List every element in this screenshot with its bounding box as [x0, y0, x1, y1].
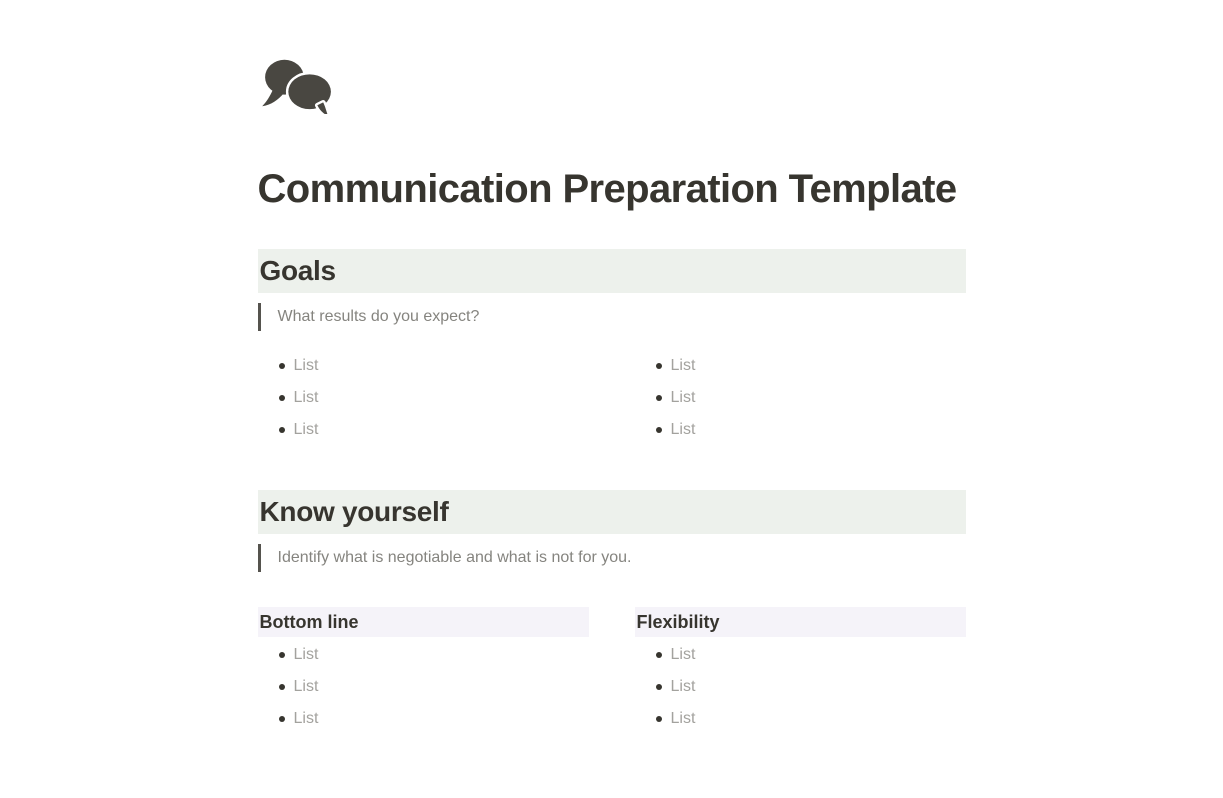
bullet-dot: [279, 684, 285, 690]
bullet-dot: [656, 427, 662, 433]
goals-list-left: [258, 350, 589, 446]
list-item[interactable]: [635, 382, 966, 414]
list-item[interactable]: [258, 639, 589, 671]
speech-bubbles-icon: [258, 54, 338, 114]
quote-border: [258, 303, 261, 331]
list-item-text: List: [670, 710, 696, 727]
bullet-dot: [656, 395, 662, 401]
page-icon[interactable]: [258, 54, 338, 112]
list-item[interactable]: [258, 382, 589, 414]
quote-goals[interactable]: [258, 303, 966, 331]
subheading-bottom-line[interactable]: [258, 607, 589, 637]
list-item-text: List: [670, 646, 696, 663]
list-item-text: List: [670, 678, 696, 695]
list-item[interactable]: [258, 703, 589, 735]
flexibility-list: [635, 639, 966, 735]
list-item[interactable]: [258, 350, 589, 382]
bullet-dot: [279, 427, 285, 433]
quote-goals-text: What results do you expect?: [277, 308, 480, 325]
list-item-text: List: [670, 389, 696, 406]
know-yourself-columns: [258, 607, 966, 735]
bullet-dot: [656, 716, 662, 722]
goals-list-right: [635, 350, 966, 446]
list-item[interactable]: [258, 414, 589, 446]
list-item-text: List: [670, 357, 696, 374]
heading-know-yourself[interactable]: [258, 490, 966, 534]
quote-know-yourself[interactable]: [258, 544, 966, 572]
list-item-text: List: [293, 389, 319, 406]
list-item[interactable]: [635, 350, 966, 382]
quote-border: [258, 544, 261, 572]
quote-know-yourself-text: Identify what is negotiable and what is not for you.: [277, 549, 632, 566]
list-item[interactable]: [635, 671, 966, 703]
list-item-text: List: [670, 421, 696, 438]
column-bottom-line: [258, 607, 589, 735]
notion-page: [258, 0, 966, 735]
heading-goals-label: Goals: [259, 255, 336, 286]
list-item-text: List: [293, 357, 319, 374]
list-item-text: List: [293, 646, 319, 663]
list-item[interactable]: [258, 671, 589, 703]
goals-columns: [258, 350, 966, 446]
page-title[interactable]: Communication Preparation Template: [257, 167, 957, 211]
bullet-dot: [279, 652, 285, 658]
subheading-flexibility[interactable]: [635, 607, 966, 637]
subheading-flexibility-label: Flexibility: [636, 611, 720, 632]
subheading-bottom-line-label: Bottom line: [259, 611, 359, 632]
bullet-dot: [279, 395, 285, 401]
bullet-dot: [656, 684, 662, 690]
heading-know-yourself-label: Know yourself: [259, 496, 449, 527]
section-know-yourself: [258, 490, 966, 735]
bullet-dot: [656, 652, 662, 658]
heading-goals[interactable]: [258, 249, 966, 293]
bullet-dot: [656, 363, 662, 369]
list-item[interactable]: [635, 414, 966, 446]
list-item-text: List: [293, 421, 319, 438]
list-item-text: List: [293, 678, 319, 695]
section-goals: [258, 249, 966, 446]
column-flexibility: [635, 607, 966, 735]
bullet-dot: [279, 363, 285, 369]
bottom-line-list: [258, 639, 589, 735]
list-item-text: List: [293, 710, 319, 727]
list-item[interactable]: [635, 703, 966, 735]
bullet-dot: [279, 716, 285, 722]
list-item[interactable]: [635, 639, 966, 671]
